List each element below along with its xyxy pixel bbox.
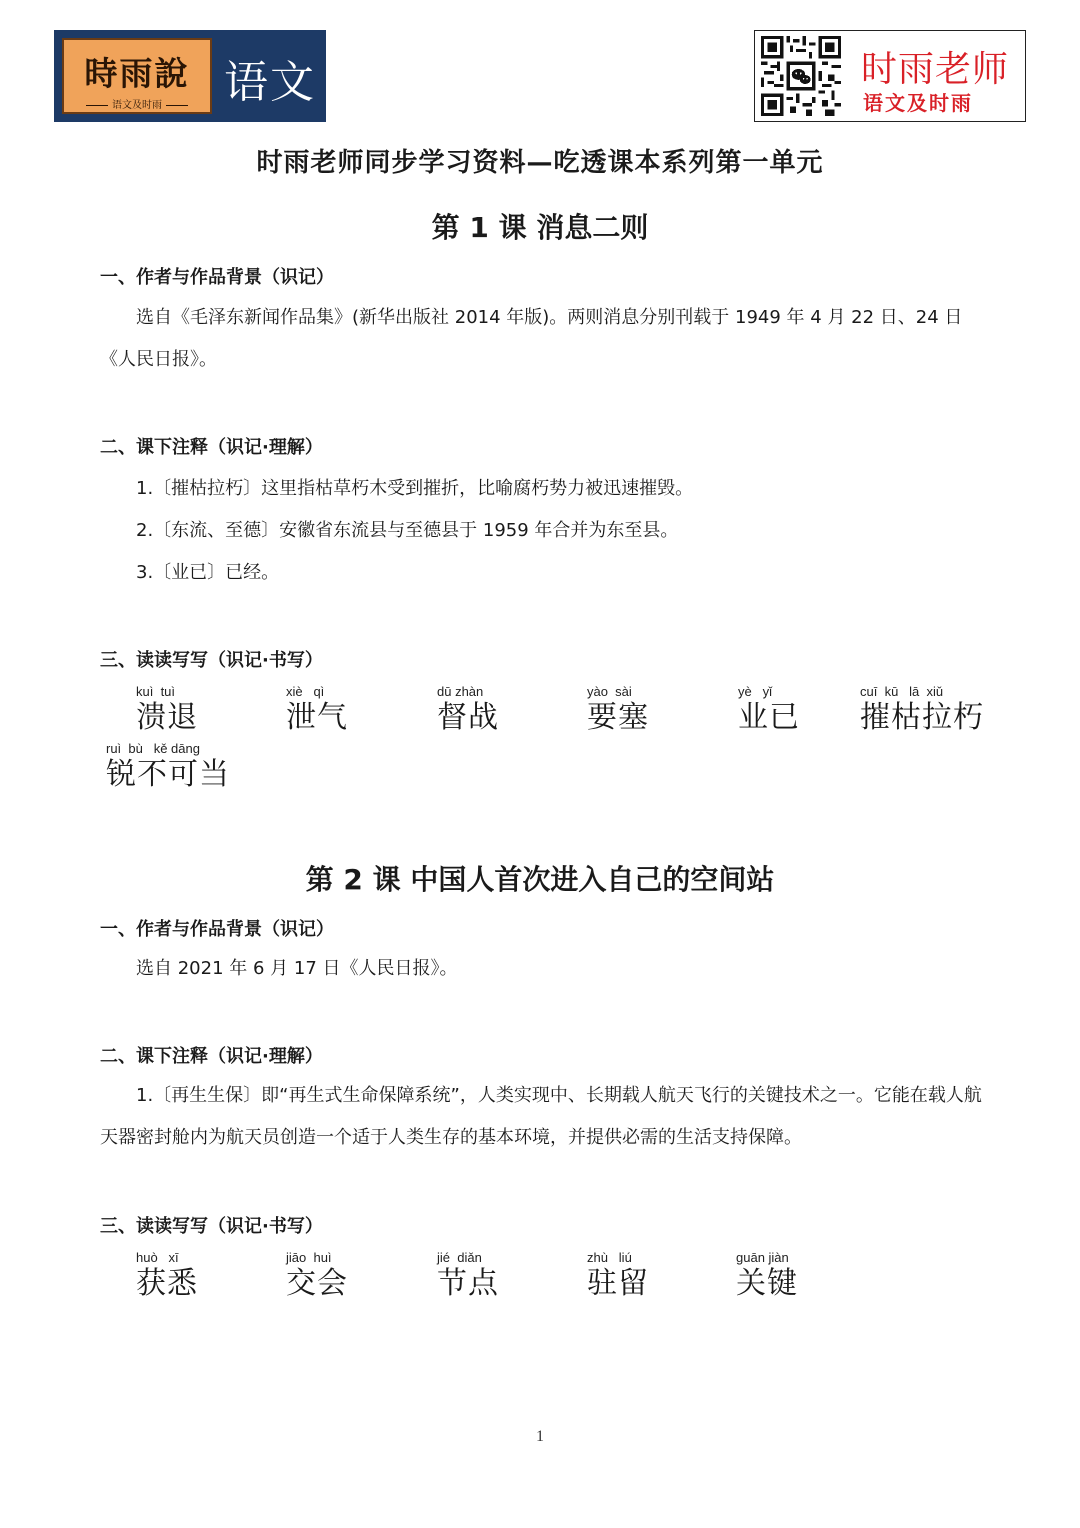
vocab-word [286,684,348,736]
qr-code-icon [761,36,841,116]
vocab-pinyin: yè yǐ [738,684,772,699]
logo-seal [62,38,212,114]
vocab-word [738,684,800,736]
lesson-2-section-2-heading: 二、课下注释（识记·理解） [100,1046,323,1067]
logo-seal-title: 時雨說 [84,54,190,93]
vocab-pinyin: xiè qì [286,684,325,699]
lesson-1-note-1: 1.〔摧枯拉朽〕这里指枯草朽木受到摧折，比喻腐朽势力被迅速摧毁。 [136,478,694,499]
vocab-pinyin: kuì tuì [136,684,176,699]
logo-teacher-name: 时雨老师 [861,49,1010,90]
lesson-1-section-2-heading: 二、课下注释（识记·理解） [100,437,323,458]
brand-logo-left [54,30,326,122]
brand-logo-right [754,30,1026,122]
page-number: 1 [536,1428,544,1445]
vocab-pinyin: cuī kū lā xiǔ [860,684,944,699]
lesson-1-title: 第 1 课 消息二则 [431,211,649,244]
vocab-word [736,1250,798,1302]
lesson-1-section-3-heading: 三、读读写写（识记·书写） [100,650,323,671]
vocab-hanzi: 关键 [736,1266,798,1301]
lesson-2-section-1-heading: 一、作者与作品背景（识记） [100,919,334,940]
lesson-1-background-text: 选自《毛泽东新闻作品集》(新华出版社 2014 年版)。两则消息分别刊载于 1949 年 4 月 22 日、24 日《人民日报》。 [100,307,963,370]
document-title: 时雨老师同步学习资料—吃透课本系列第一单元 [256,148,824,178]
vocab-hanzi: 溃退 [136,700,198,735]
vocab-pinyin: huò xī [136,1250,179,1265]
vocab-word [437,1250,499,1302]
vocab-word [136,684,198,736]
logo-tagline: 语文及时雨 [863,91,973,115]
vocab-pinyin: dū zhàn [437,684,484,699]
vocab-word [860,684,984,736]
lesson-2-note-1: 1.〔再生生保〕即“再生式生命保障系统”，人类实现中、长期载人航天飞行的关键技术之一。它能在载人航天器密封舱内为航天员创造一个适于人类生存的基本环境，并提供必需的生活支持保障。 [100,1085,982,1148]
lesson-2-background-text: 选自 2021 年 6 月 17 日《人民日报》。 [136,958,458,979]
vocab-hanzi: 业已 [738,700,800,735]
lesson-1-note-2: 2.〔东流、至德〕安徽省东流县与至德县于 1959 年合并为东至县。 [136,520,679,541]
vocab-pinyin: jiāo huì [286,1250,332,1265]
vocab-hanzi: 要塞 [587,700,649,735]
lesson-1-section-1-heading: 一、作者与作品背景（识记） [100,267,334,288]
vocab-hanzi: 摧枯拉朽 [860,700,984,735]
vocab-word [587,1250,649,1302]
logo-seal-subtitle: 语文及时雨 [64,96,210,111]
vocab-hanzi: 泄气 [286,700,348,735]
lesson-1-note-3: 3.〔业已〕已经。 [136,562,280,583]
lesson-2-title: 第 2 课 中国人首次进入自己的空间站 [305,863,775,896]
vocab-pinyin: yào sài [587,684,632,699]
vocab-hanzi: 节点 [437,1266,499,1301]
vocab-word [587,684,649,736]
vocab-hanzi: 锐不可当 [106,757,230,792]
vocab-hanzi: 交会 [286,1266,348,1301]
vocab-pinyin: ruì bù kě dāng [106,741,200,756]
vocab-pinyin: guān jiàn [736,1250,789,1265]
vocab-hanzi: 获悉 [136,1266,198,1301]
vocab-hanzi: 驻留 [587,1266,649,1301]
vocab-word [106,741,230,793]
vocab-hanzi: 督战 [437,700,499,735]
vocab-word [437,684,499,736]
vocab-word [286,1250,348,1302]
lesson-2-section-3-heading: 三、读读写写（识记·书写） [100,1216,323,1237]
vocab-word [136,1250,198,1302]
vocab-pinyin: zhù liú [587,1250,632,1265]
vocab-pinyin: jié diǎn [437,1250,482,1265]
logo-brand-text: 语文 [224,57,316,108]
